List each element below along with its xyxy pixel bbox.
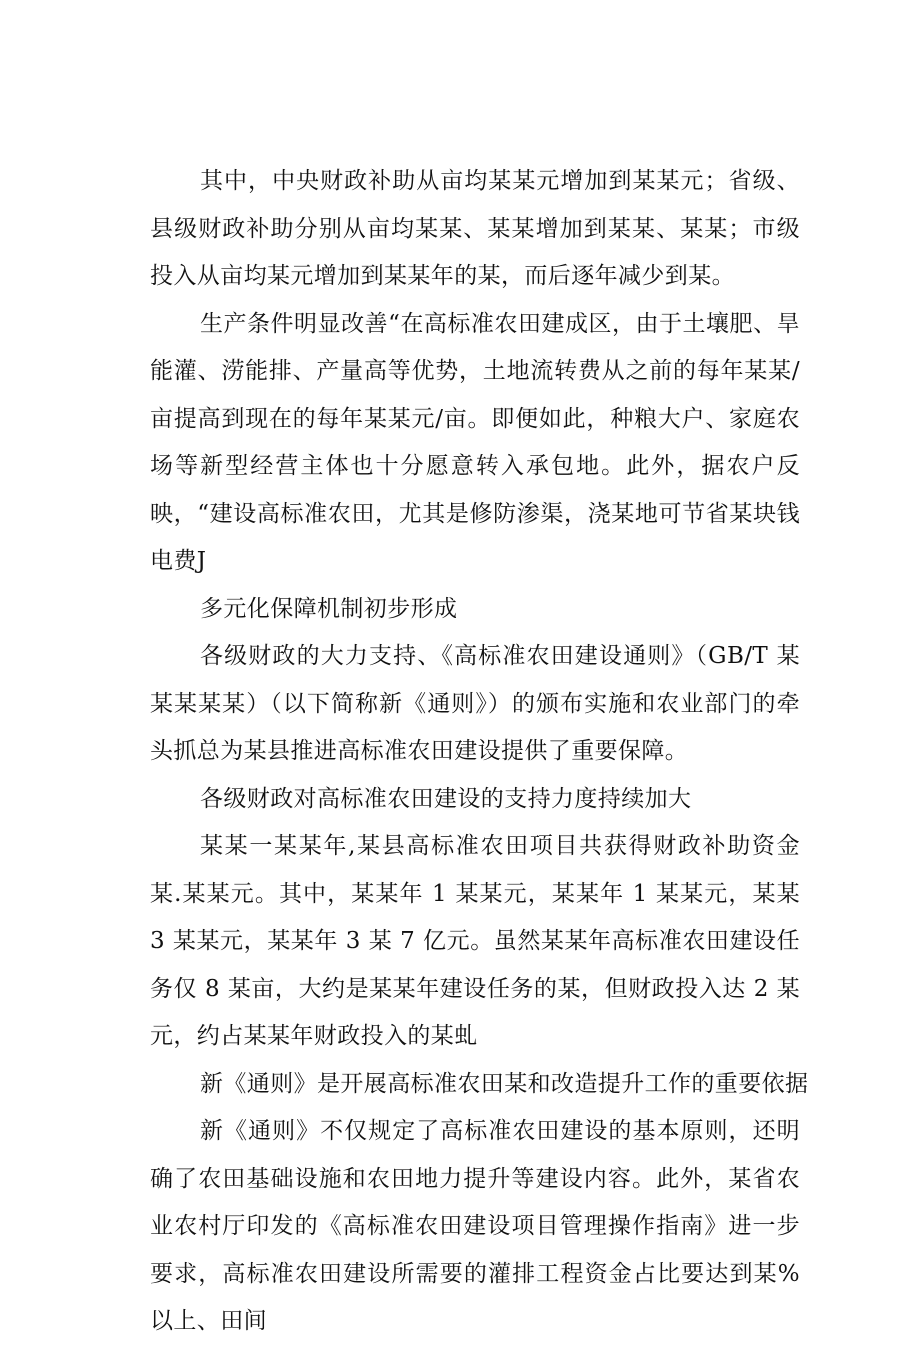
paragraph-fiscal-funds: 某某一某某年,某县高标准农田项目共获得财政补助资金某.某某元。其中，某某年 1 某某元，某某年 1 某某元，某某 3 某某元，某某年 3 某 7 亿元。虽然某某年高标准农田建设任务仅 8 某亩，大约是某某年建设任务的某，但财政投入达 2 某元，约占某某年财政投入的某虬 [150,833,800,1049]
paragraph-guarantee-support: 各级财政的大力支持、《高标准农田建设通则》（GB/T 某某某某某）（以下简称新《通则》）的颁布实施和农业部门的牵头抓总为某县推进高标准农田建设提供了重要保障。 [150,643,800,764]
paragraph-general-rules: 新《通则》不仅规定了高标准农田建设的基本原则，还明确了农田基础设施和农田地力提升等建设内容。此外，某省农业农村厅印发的《高标准农田建设项目管理操作指南》进一步要求，高标准农田建设所需要的灌排工程资金占比要达到某%以上、田间 [150,1118,800,1334]
section-heading-guarantee-mechanism: 多元化保障机制初步形成 [200,595,458,622]
section-heading-fiscal-support: 各级财政对高标准农田建设的支持力度持续加大 [200,785,692,812]
paragraph-production-conditions: 生产条件明显改善“在高标准农田建成区，由于土壤肥、旱能灌、涝能排、产量高等优势，土地流转费从之前的每年某某/亩提高到现在的每年某某元/亩。即便如此，种粮大户、家庭农场等新型经营主体也十分愿意转入承包地。此外，据农户反映，“建设高标准农田，尤其是修防渗渠，浇某地可节省某块钱电费J [150,310,800,574]
document-body [150,158,809,1346]
paragraph-subsidy-increase: 其中，中央财政补助从亩均某某元增加到某某元；省级、县级财政补助分别从亩均某某、某某增加到某某、某某；市级投入从亩均某元增加到某某年的某，而后逐年减少到某。 [150,168,800,289]
section-heading-general-rules: 新《通则》是开展高标准农田某和改造提升工作的重要依据 [200,1070,809,1097]
